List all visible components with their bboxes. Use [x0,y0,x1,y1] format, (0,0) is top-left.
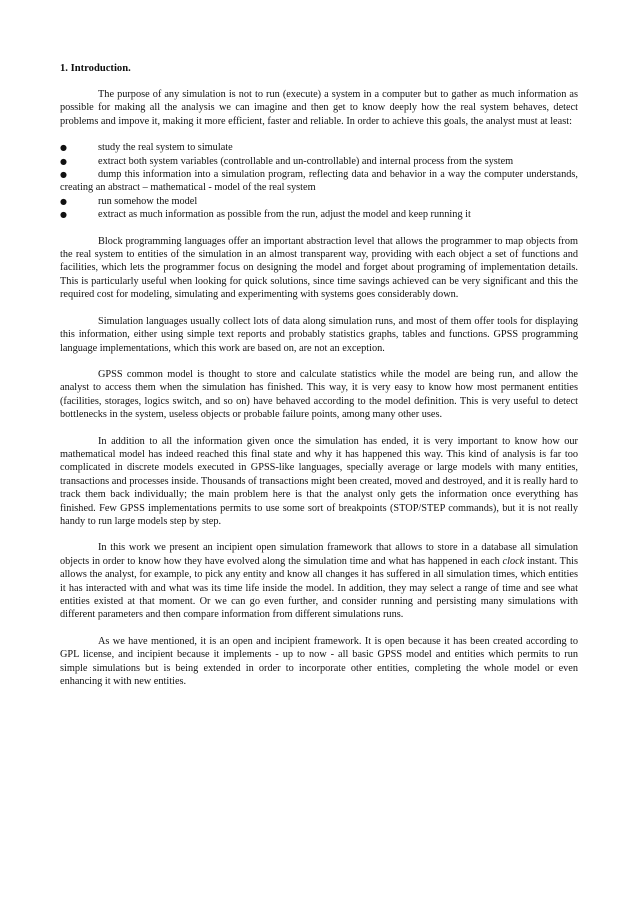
list-item [60,155,578,168]
section-heading: 1. Introduction. [60,63,131,74]
list-item [60,141,578,154]
paragraph-block-programming: Block programming languages offer an important abstraction level that allows the programmer to map objects from the real system to entities of the simulation in an almost transparent way, providing with each object a set of functions and facilities, which lets the programmer focus on designing the model and forget about programing of implementation details. This is particularly useful when looking for quick solutions, since time savings achieved can be very significant and this the required cost for modeling, simulating and experimenting with systems goes considerably down. [60,235,578,301]
list-item [60,195,578,208]
paragraph-gpss-model: GPSS common model is thought to store and calculate statistics while the model are being run, and allow the analyst to access them when the simulation has finished. This way, it is very easy to know how most permanent entities (facilities, storages, logics switch, and so on) have behaved according to the model definition. This is very useful to detect bottlenecks in the system, useless objects or probable failure points, among many other uses. [60,368,578,421]
list-item-text: extract both system variables (controllable and un-controllable) and internal process from the system [98,155,514,167]
clock-term: clock [502,555,525,567]
paragraph-simulation-languages: Simulation languages usually collect lots of data along simulation runs, and most of them offer tools for displaying this information, either using simple text reports and probably statistics graphs, tables and functions. GPSS programming language implementations, which this work are based on, are not an exception. [60,315,578,354]
bullet-icon: ● [60,156,67,166]
paragraph-purpose: The purpose of any simulation is not to run (execute) a system in a computer but to gather as much information as possible for making all the analysis we can imagine and then get to know deeply how the real system behaves, detect problems and impove it, making it more efficient, faster and reliable. In order to achieve this goals, the analyst must at least: [60,89,578,127]
list-item-text: extract as much information as possible from the run, adjust the model and keep running it [98,209,471,221]
list-item-text: run somehow the model [98,195,198,207]
paragraph-analysis-problem: In addition to all the information given once the simulation has ended, it is very important to know how our mathematical model has indeed reached this final state and why it has happened this way. This kind of analysis is far too complicated in discrete models executed in GPSS-like languages, specially average or large models with many entities, transactions and processes inside. Thousands of transactions might been created, moved and destroyed, and it is really hard to track them back individually; the main problem here is that the analyst only gets the information once everything has finished. Few GPSS implementations permits to use some sort of breakpoints (STOP/STEP commands), but it is not really handy to run large models step by step. [60,435,578,527]
bullet-icon: ● [60,196,67,206]
list-item-text: study the real system to simulate [98,142,233,154]
framework-text-end: instant. This allows the analyst, for example, to pick any entity and know all changes it has suffered in all simulation times, which entities it has interacted with and what was its time life inside the model. In addition, they may select a range of time and see what entities existed at that moment. Or we can go even further, and consider running and persisting many simulations with different parameters and then compare information from different simulations runs. [60,555,578,621]
list-item [60,208,578,221]
framework-text-start: In this work we present an incipient open simulation framework that allows to store in a database all simulation objects in order to know how they have evolved along the simulation time and what has happened in each [60,542,578,567]
paragraph-open-framework: As we have mentioned, it is an open and incipient framework. It is open because it has been created according to GPL license, and incipient because it implements - up to now - all basic GPSS model and entities which permits to run simple simulations but is being extended in order to incorporate other entities, completing the whole model or even enhancing it with new entities. [60,635,578,688]
list-item-text: dump this information into a simulation program, reflecting data and behavior in a way the computer understands, creating an abstract – mathematical - model of the real system [60,169,578,194]
paragraph-framework [60,541,578,621]
list-item [60,168,578,195]
bullet-icon: ● [60,170,67,180]
bullet-icon: ● [60,210,67,220]
analyst-steps-list [60,141,578,221]
bullet-icon: ● [60,143,67,153]
